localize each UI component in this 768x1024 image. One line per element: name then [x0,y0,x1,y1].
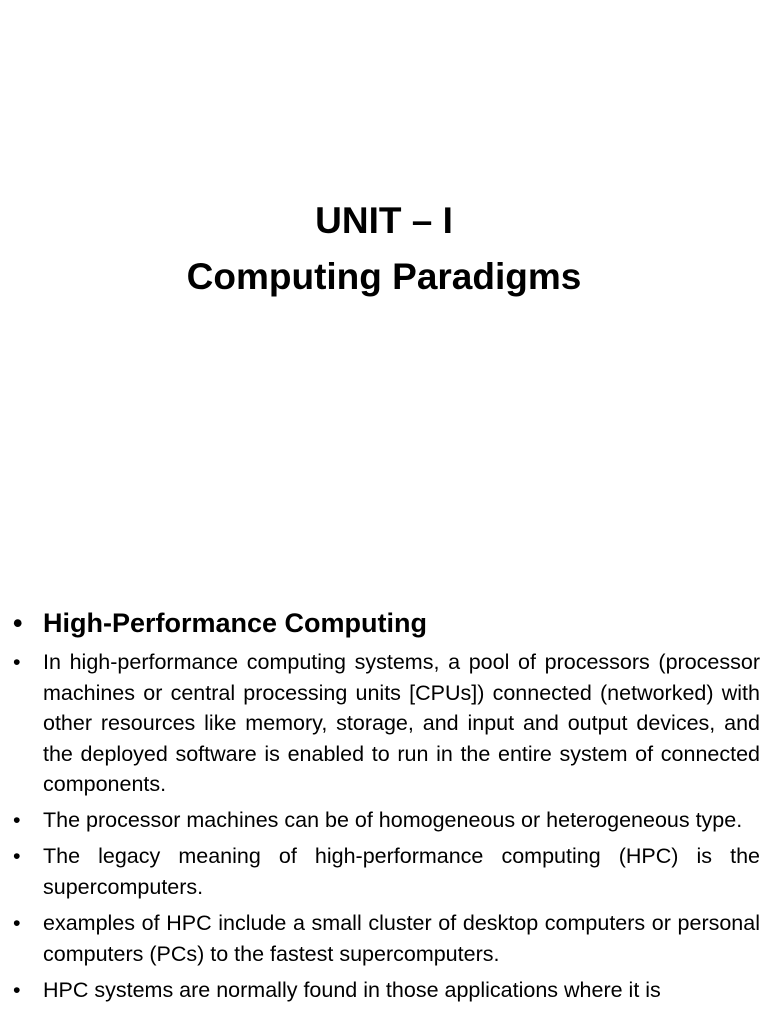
bullet-icon: • [13,910,21,935]
slide-title [0,193,768,305]
list-item [0,908,768,969]
unit-title: UNIT – I [315,200,453,241]
unit-subtitle: Computing Paradigms [186,256,582,297]
list-item [0,975,768,1006]
bullet-list [0,606,768,1010]
section-heading: High-Performance Computing [43,608,428,638]
list-item-text: examples of HPC include a small cluster of desktop computers or personal computers (PCs) to the fastest supercomputers. [43,910,760,966]
list-item [0,805,768,836]
list-item-text: The legacy meaning of high-performance computing (HPC) is the supercomputers. [43,844,760,899]
bullet-icon: • [13,650,21,674]
list-item-text: HPC systems are normally found in those applications where it is [43,977,661,1002]
bullet-icon: • [13,977,21,1002]
list-item-text: In high-performance computing systems, a pool of processors (processor machines or central processing units [CPUs]) connected (networked) with other resources like memory, storage, and input and output devices, and the deployed software is enabled to run in the entire system of connected components. [43,650,760,797]
bullet-heading [0,606,768,640]
list-item [0,647,768,800]
bullet-icon: • [13,608,23,638]
bullet-icon: • [13,844,21,869]
list-item-text: The processor machines can be of homogeneous or heterogeneous type. [43,808,743,833]
bullet-icon: • [13,808,21,833]
content-slide [0,576,768,1024]
list-item [0,841,768,902]
